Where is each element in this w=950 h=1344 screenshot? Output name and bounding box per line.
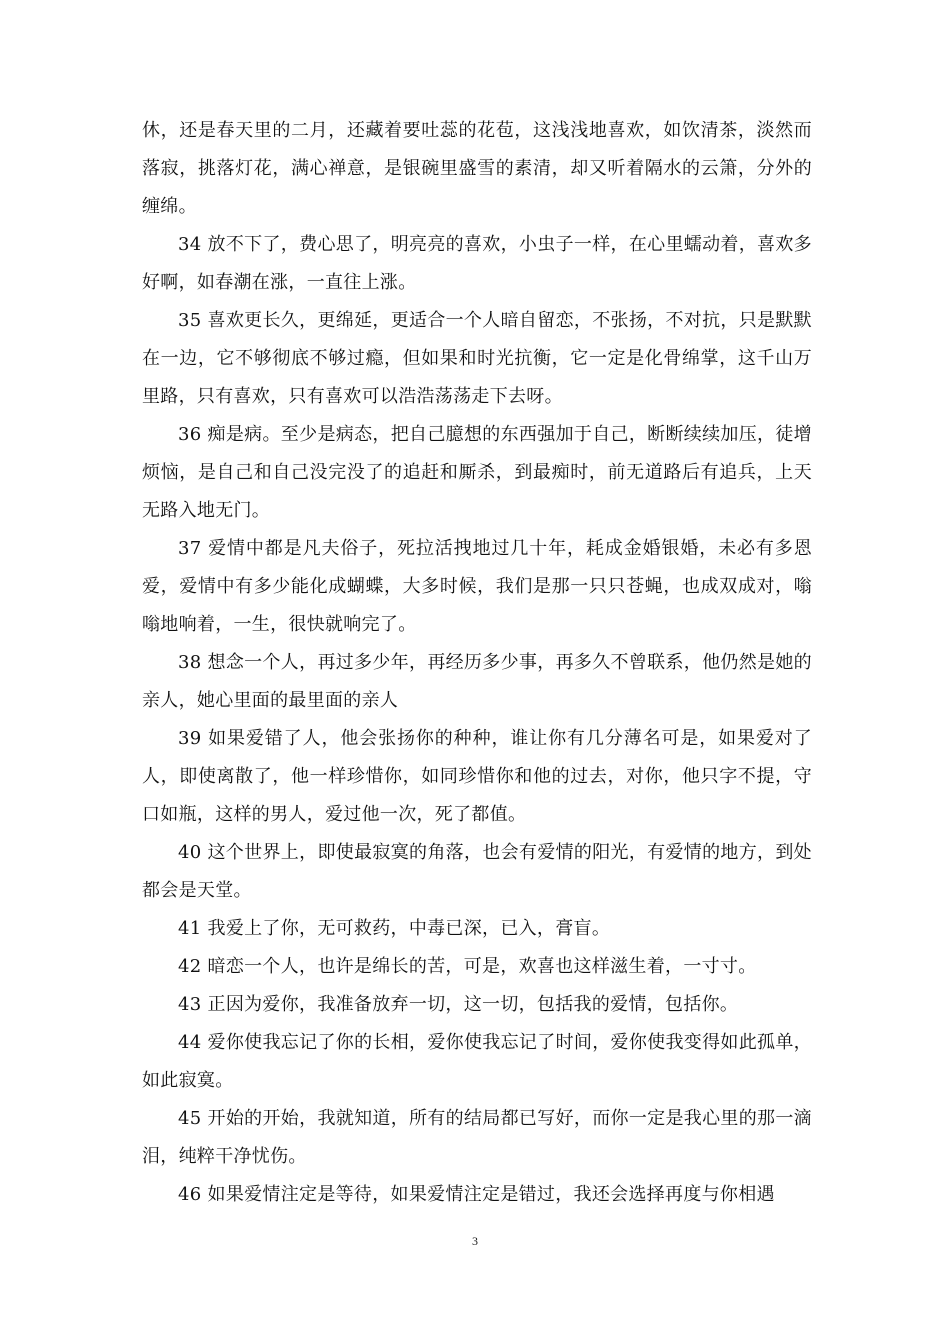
- paragraph-37: 37 爱情中都是凡夫俗子，死拉活拽地过几十年，耗成金婚银婚，未必有多恩爱，爱情中有多少能化成蝴蝶，大多时候，我们是那一只只苍蝇，也成双成对，嗡嗡地响着，一生，很快就响完了。: [142, 538, 812, 635]
- page-number: 3: [472, 1234, 478, 1248]
- paragraph-40: 40 这个世界上，即使最寂寞的角落，也会有爱情的阳光，有爱情的地方，到处都会是天堂。: [142, 842, 812, 901]
- paragraph-45: 45 开始的开始，我就知道，所有的结局都已写好，而你一定是我心里的那一滴泪，纯粹干净忧伤。: [142, 1108, 812, 1167]
- paragraph-46: 46 如果爱情注定是等待，如果爱情注定是错过，我还会选择再度与你相遇: [178, 1184, 775, 1205]
- paragraph-41: 41 我爱上了你，无可救药，中毒已深，已入，膏盲。: [178, 918, 611, 939]
- paragraph-36: 36 痴是病。至少是病态，把自己臆想的东西强加于自己，断断续续加压，徒增烦恼，是自己和自己没完没了的追赶和厮杀，到最痴时，前无道路后有追兵，上天无路入地无门。: [142, 424, 812, 521]
- paragraph-35: 35 喜欢更长久，更绵延，更适合一个人暗自留恋，不张扬，不对抗，只是默默在一边，它不够彻底不够过瘾，但如果和时光抗衡，它一定是化骨绵掌，这千山万里路，只有喜欢，只有喜欢可以浩浩荡荡走下去呀。: [142, 310, 812, 407]
- paragraph-44: 44 爱你使我忘记了你的长相，爱你使我忘记了时间，爱你使我变得如此孤单，如此寂寞。: [142, 1032, 812, 1091]
- page-body: [142, 112, 812, 1214]
- paragraph-42: 42 暗恋一个人，也许是绵长的苦，可是，欢喜也这样滋生着，一寸寸。: [178, 956, 757, 977]
- paragraph-continued: 休，还是春天里的二月，还藏着要吐蕊的花苞，这浅浅地喜欢，如饮清茶，淡然而落寂，挑落灯花，满心禅意，是银碗里盛雪的素清，却又听着隔水的云箫，分外的缠绵。: [142, 120, 812, 217]
- paragraph-39: 39 如果爱错了人，他会张扬你的种种，谁让你有几分薄名可是，如果爱对了人，即使离散了，他一样珍惜你，如同珍惜你和他的过去，对你，他只字不提，守口如瓶，这样的男人，爱过他一次，死了都值。: [142, 728, 812, 825]
- paragraph-38: 38 想念一个人，再过多少年，再经历多少事，再多久不曾联系，他仍然是她的亲人，她心里面的最里面的亲人: [142, 652, 812, 711]
- paragraph-43: 43 正因为爱你，我准备放弃一切，这一切，包括我的爱情，包括你。: [178, 994, 739, 1015]
- paragraph-34: 34 放不下了，费心思了，明亮亮的喜欢，小虫子一样，在心里蠕动着，喜欢多好啊，如春潮在涨，一直往上涨。: [142, 234, 812, 293]
